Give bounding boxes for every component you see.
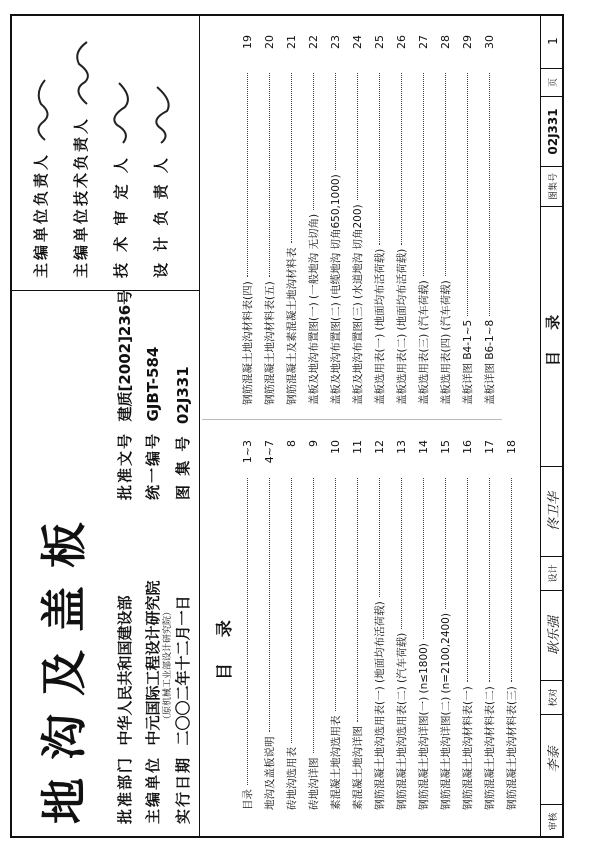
- chief-editor-unit: 主编单位 中元国际工程设计研究院: [144, 580, 162, 824]
- atlas-no-value: 02J331: [541, 96, 564, 166]
- toc-entry: 盖板选用表(二) (地面均布活荷载) 26: [394, 35, 408, 405]
- effective-date: 实行日期 二〇〇二年十二月一日: [174, 595, 192, 824]
- approval-doc-no: 批准文号 建质[2002]236号: [116, 289, 134, 500]
- toc-entry: 盖板选用表(三) (汽车荷载) 27: [416, 35, 430, 405]
- toc-entry: 盖板选用表(一) (地面均布活荷载) 25: [372, 35, 386, 405]
- toc-entry: 钢筋混凝土及素混凝土地沟材料表 21: [284, 35, 298, 405]
- handwritten-signature: [111, 77, 133, 147]
- toc-left-column: [240, 440, 530, 810]
- handwritten-signature: [71, 38, 93, 108]
- toc-entry: 钢筋混凝土地沟材料表(一) 16: [460, 440, 474, 810]
- toc-entry: 钢筋混凝土地沟材料表(四) 19: [240, 35, 254, 405]
- toc-heading: 目 录: [215, 610, 235, 680]
- toc-entry: 钢筋混凝土地沟选用表(一) (地面均布活荷载) 12: [372, 440, 386, 810]
- toc-entry: 钢筋混凝土地沟材料表(二) 17: [482, 440, 496, 810]
- editor-unit-note: （原机械工业部设计研究院）: [163, 606, 173, 724]
- atlas-no-label: 图集号: [541, 166, 564, 206]
- title-block-cell: 审核: [541, 804, 564, 838]
- toc-entry: 素混凝土地沟详图 11: [350, 440, 364, 810]
- atlas-number: 图 集 号 02J331: [174, 366, 192, 500]
- toc-entry: 盖板选用表(四) (汽车荷载) 28: [438, 35, 452, 405]
- title-block-cell: 设计: [541, 556, 564, 590]
- toc-entry: 盖板及地沟布置图(三) (水道地沟 切角200) 24: [350, 35, 364, 405]
- signature-chief-editor: 主编单位负责人: [30, 74, 53, 278]
- toc-entry: 钢筋混凝土地沟详图(一) (n≤1800) 14: [416, 440, 430, 810]
- page-label: 页: [541, 68, 564, 96]
- title-block: [540, 14, 564, 838]
- toc-entry: 钢筋混凝土地沟材料表(五) 20: [262, 35, 276, 405]
- atlas-title: 地沟及盖板: [37, 504, 91, 824]
- title-block-cell: 佟卫华: [541, 466, 564, 556]
- title-block-cell: 耿乐强: [541, 590, 564, 680]
- toc-right-column: [240, 35, 530, 405]
- toc-entry: 盖板及地沟布置图(一) (一般地沟 无切角) 22: [306, 35, 320, 405]
- handwritten-signature: [31, 74, 53, 144]
- toc-entry: 地沟及盖板说明 4~7: [262, 440, 276, 810]
- column-divider: [202, 419, 502, 420]
- title-block-cell: 李泰: [541, 714, 564, 804]
- approval-department: 批准部门 中华人民共和国建设部: [116, 595, 134, 824]
- signature-tech-lead: 主编单位技术负责人: [70, 38, 93, 278]
- sheet-title: 目 录: [541, 206, 564, 466]
- toc-entry: 目录 1~3: [240, 440, 254, 810]
- toc-entry: 砖地沟选用表 8: [284, 440, 298, 810]
- unified-number: 统一编号 GJBT-584: [144, 346, 162, 500]
- title-block-cell: 校对: [541, 680, 564, 714]
- toc-entry: 盖板详图 B4-1~5 29: [460, 35, 474, 405]
- handwritten-signature: [151, 77, 173, 147]
- signature-reviewer: 技 术 审 定 人: [110, 77, 133, 278]
- page-number: 1: [545, 37, 560, 45]
- toc-entry: 钢筋混凝土地沟选用表(二) (汽车荷载) 13: [394, 440, 408, 810]
- toc-entry: 钢筋混凝土地沟详图(二) (n=2100,2400) 15: [438, 440, 452, 810]
- toc-entry: 钢筋混凝土地沟材料表(三) 18: [504, 440, 518, 810]
- toc-entry: 素混凝土地沟选用表 10: [328, 440, 342, 810]
- toc-entry: 盖板详图 B6-1~8 30: [482, 35, 496, 405]
- toc-entry: 砖地沟详图 9: [306, 440, 320, 810]
- signature-design-lead: 设 计 负 责 人: [150, 77, 173, 278]
- toc-entry: 盖板及地沟布置图(二) (电缆地沟 切角650,1000) 23: [328, 35, 342, 405]
